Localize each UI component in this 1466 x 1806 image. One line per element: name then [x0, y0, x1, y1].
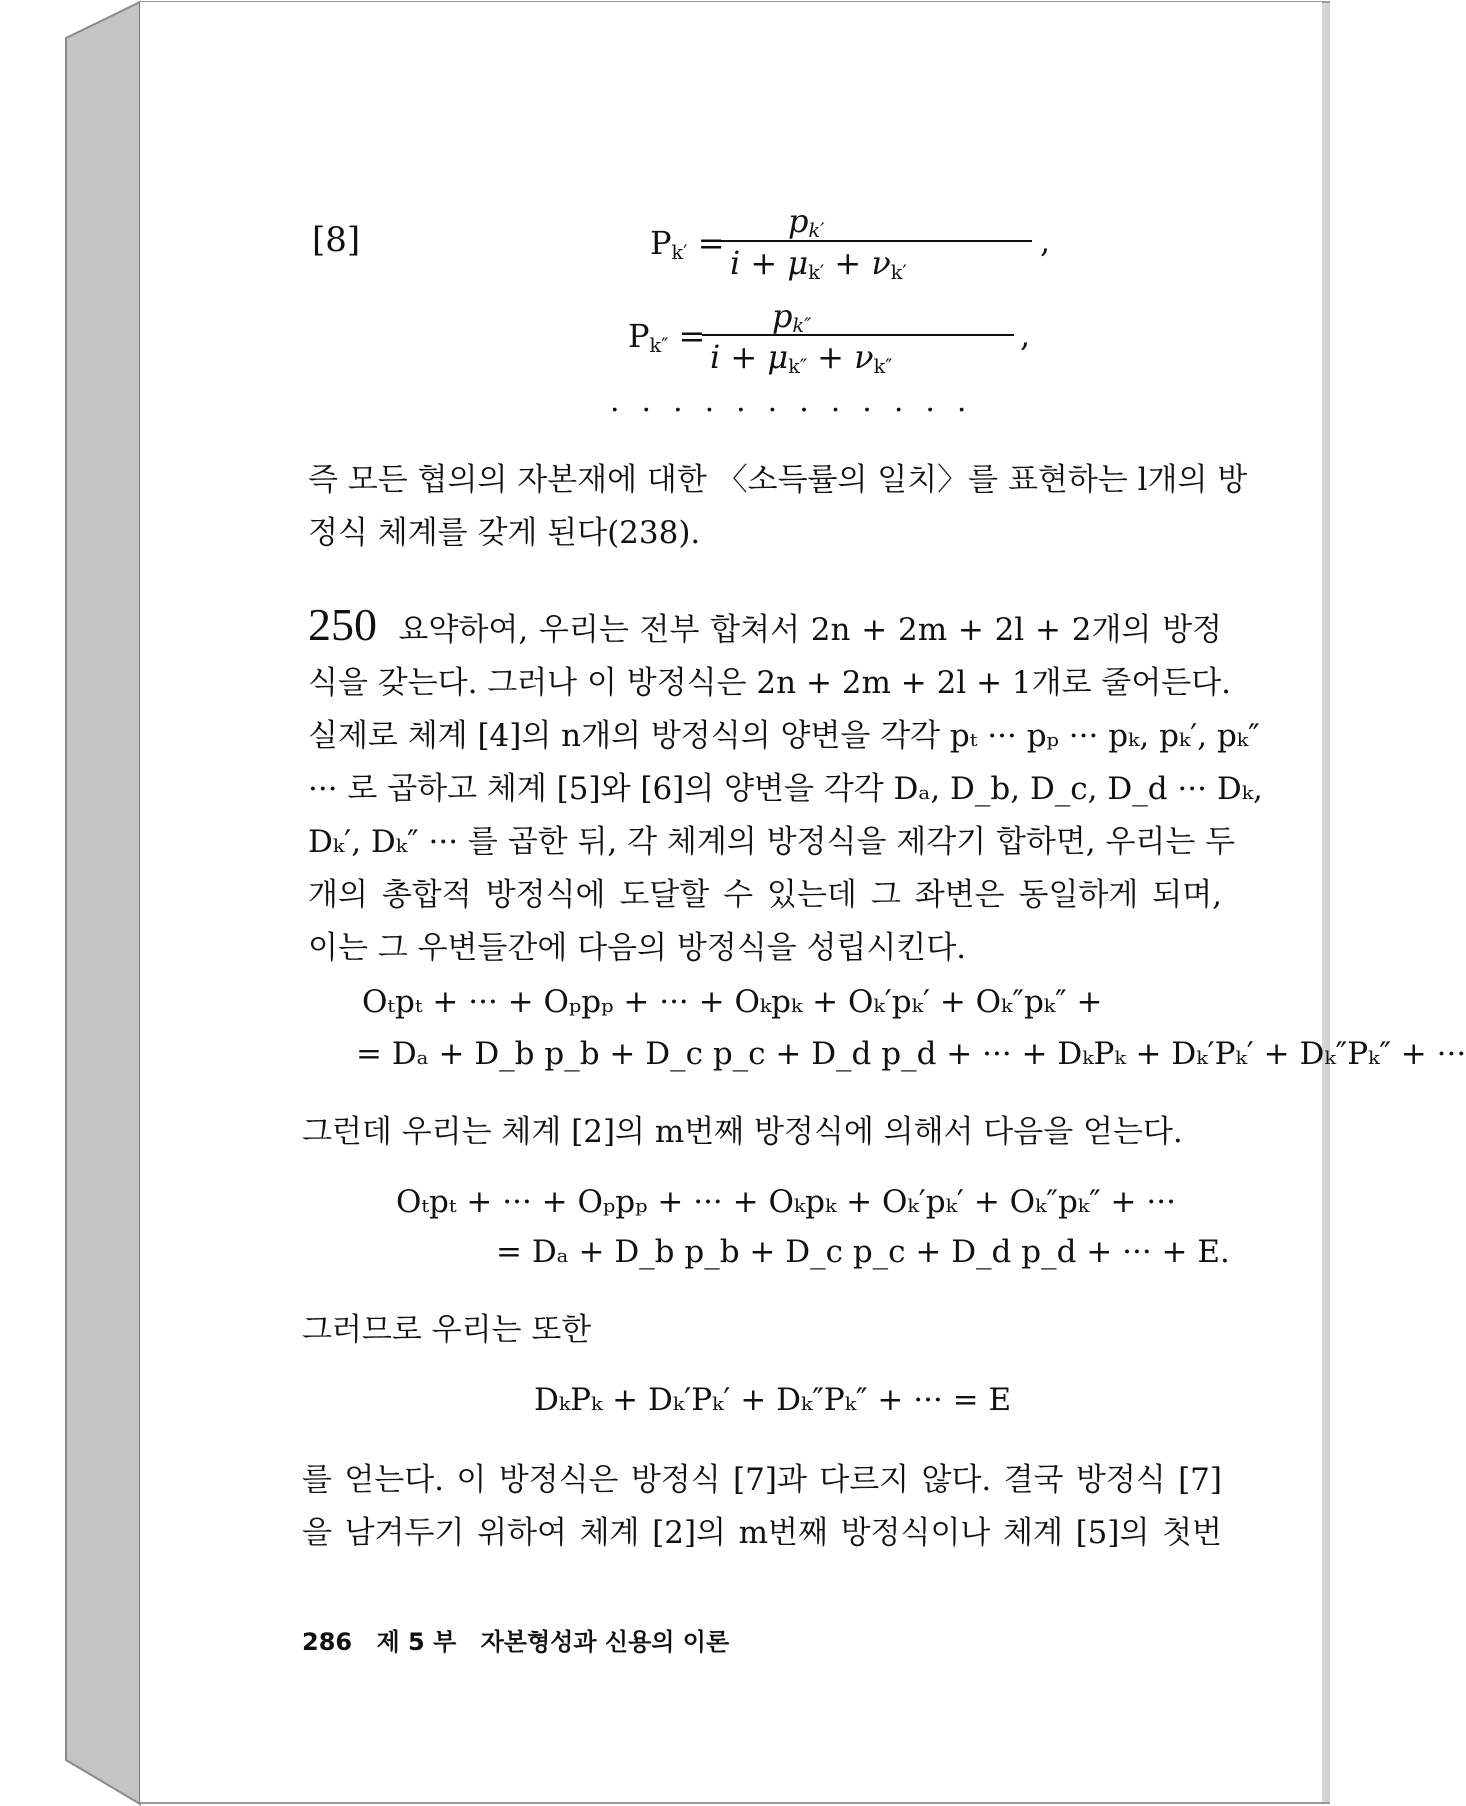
eq8-line1-comma: , — [1040, 222, 1051, 260]
paragraph-5-line: 를 얻는다. 이 방정식은 방정식 [7]과 다르지 않다. 결국 방정식 [7] — [302, 1462, 1222, 1498]
paragraph-2-line: 250 요약하여, 우리는 전부 합쳐서 2n + 2m + 2l + 2개의 방정 — [308, 599, 1222, 650]
equation-label: [8] — [312, 220, 361, 260]
page-number: 286 — [302, 1628, 353, 1656]
paragraph-1-line: 즉 모든 협의의 자본재에 대한 〈소득률의 일치〉를 표현하는 l개의 방 — [308, 462, 1248, 498]
paragraph-3-line: 그런데 우리는 체계 [2]의 m번째 방정식에 의해서 다음을 얻는다. — [302, 1114, 1183, 1150]
equation-a-line1: Oₜpₜ + ··· + Oₚpₚ + ··· + Oₖpₖ + Oₖ′pₖ′ + Oₖ″pₖ″ + — [362, 984, 1103, 1020]
paragraph-2-line: Dₖ′, Dₖ″ ··· 를 곱한 뒤, 각 체계의 방정식을 제각기 합하면, 우리는 두 — [308, 824, 1236, 860]
equation-a-line2: = Dₐ + D_b p_b + D_c p_c + D_d p_d + ··· + DₖPₖ + Dₖ′Pₖ′ + Dₖ″Pₖ″ + ··· — [356, 1036, 1466, 1072]
paragraph-4 — [302, 1304, 1216, 1357]
paragraph-4-line: 그러므로 우리는 또한 — [302, 1312, 592, 1348]
eq8-line2-numerator: $p_{k''}$ — [772, 297, 812, 337]
eq8-line1-denominator: $i + \mu_{k'} + \nu_{k'}$ — [730, 244, 907, 284]
paragraph-2-line: 실제로 체계 [4]의 n개의 방정식의 양변을 각각 pₜ ··· pₚ ··· pₖ, pₖ′, pₖ″ — [308, 718, 1260, 754]
footer-title: 자본형성과 신용의 이론 — [480, 1628, 730, 1656]
paragraph-1-line: 정식 체계를 갖게 된다(238). — [308, 515, 701, 551]
paragraph-2 — [308, 598, 1263, 975]
paragraph-5 — [302, 1454, 1222, 1560]
eq8-line2-comma: , — [1020, 316, 1031, 354]
equation-c: DₖPₖ + Dₖ′Pₖ′ + Dₖ″Pₖ″ + ··· = E — [534, 1382, 1012, 1418]
page-footer — [302, 1622, 745, 1657]
eq8-continuation-dots: ............ — [610, 384, 989, 419]
book-page — [140, 2, 1466, 1802]
paragraph-2-line: 식을 갖는다. 그러나 이 방정식은 2n + 2m + 2l + 1개로 줄어든다. — [308, 665, 1232, 701]
paragraph-2-line: 이는 그 우변들간에 다음의 방정식을 성립시킨다. — [308, 930, 967, 966]
paragraph-2-line: 개의 총합적 방정식에 도달할 수 있는데 그 좌변은 동일하게 되며, — [308, 877, 1222, 913]
eq8-line2-fraction-bar — [702, 334, 1014, 336]
paragraph-5-line: 을 남겨두기 위하여 체계 [2]의 m번째 방정식이나 체계 [5]의 첫번 — [302, 1515, 1222, 1551]
equation-b-line2: = Dₐ + D_b p_b + D_c p_c + D_d p_d + ··· + E. — [496, 1234, 1230, 1270]
eq8-line1-numerator: $p_{k'}$ — [788, 202, 825, 242]
eq8-line1-lhs: $P_{k'}$ = — [650, 224, 725, 264]
paragraph-2-line: ··· 로 곱하고 체계 [5]와 [6]의 양변을 각각 Dₐ, D_b, D_c, D_d ··· Dₖ, — [308, 771, 1263, 807]
eq8-line2-lhs: $P_{k''}$ = — [628, 317, 706, 357]
footer-part: 제 5 부 — [376, 1628, 457, 1656]
eq8-line2-denominator: $i + \mu_{k''} + \nu_{k''}$ — [710, 338, 893, 378]
paragraph-1 — [308, 454, 1248, 560]
equation-b-line1: Oₜpₜ + ··· + Oₚpₚ + ··· + Oₖpₖ + Oₖ′pₖ′ + Oₖ″pₖ″ + ··· — [396, 1184, 1176, 1220]
paragraph-3 — [302, 1106, 1216, 1159]
section-number: 250 — [308, 599, 377, 650]
eq8-line1-fraction-bar — [718, 240, 1032, 242]
